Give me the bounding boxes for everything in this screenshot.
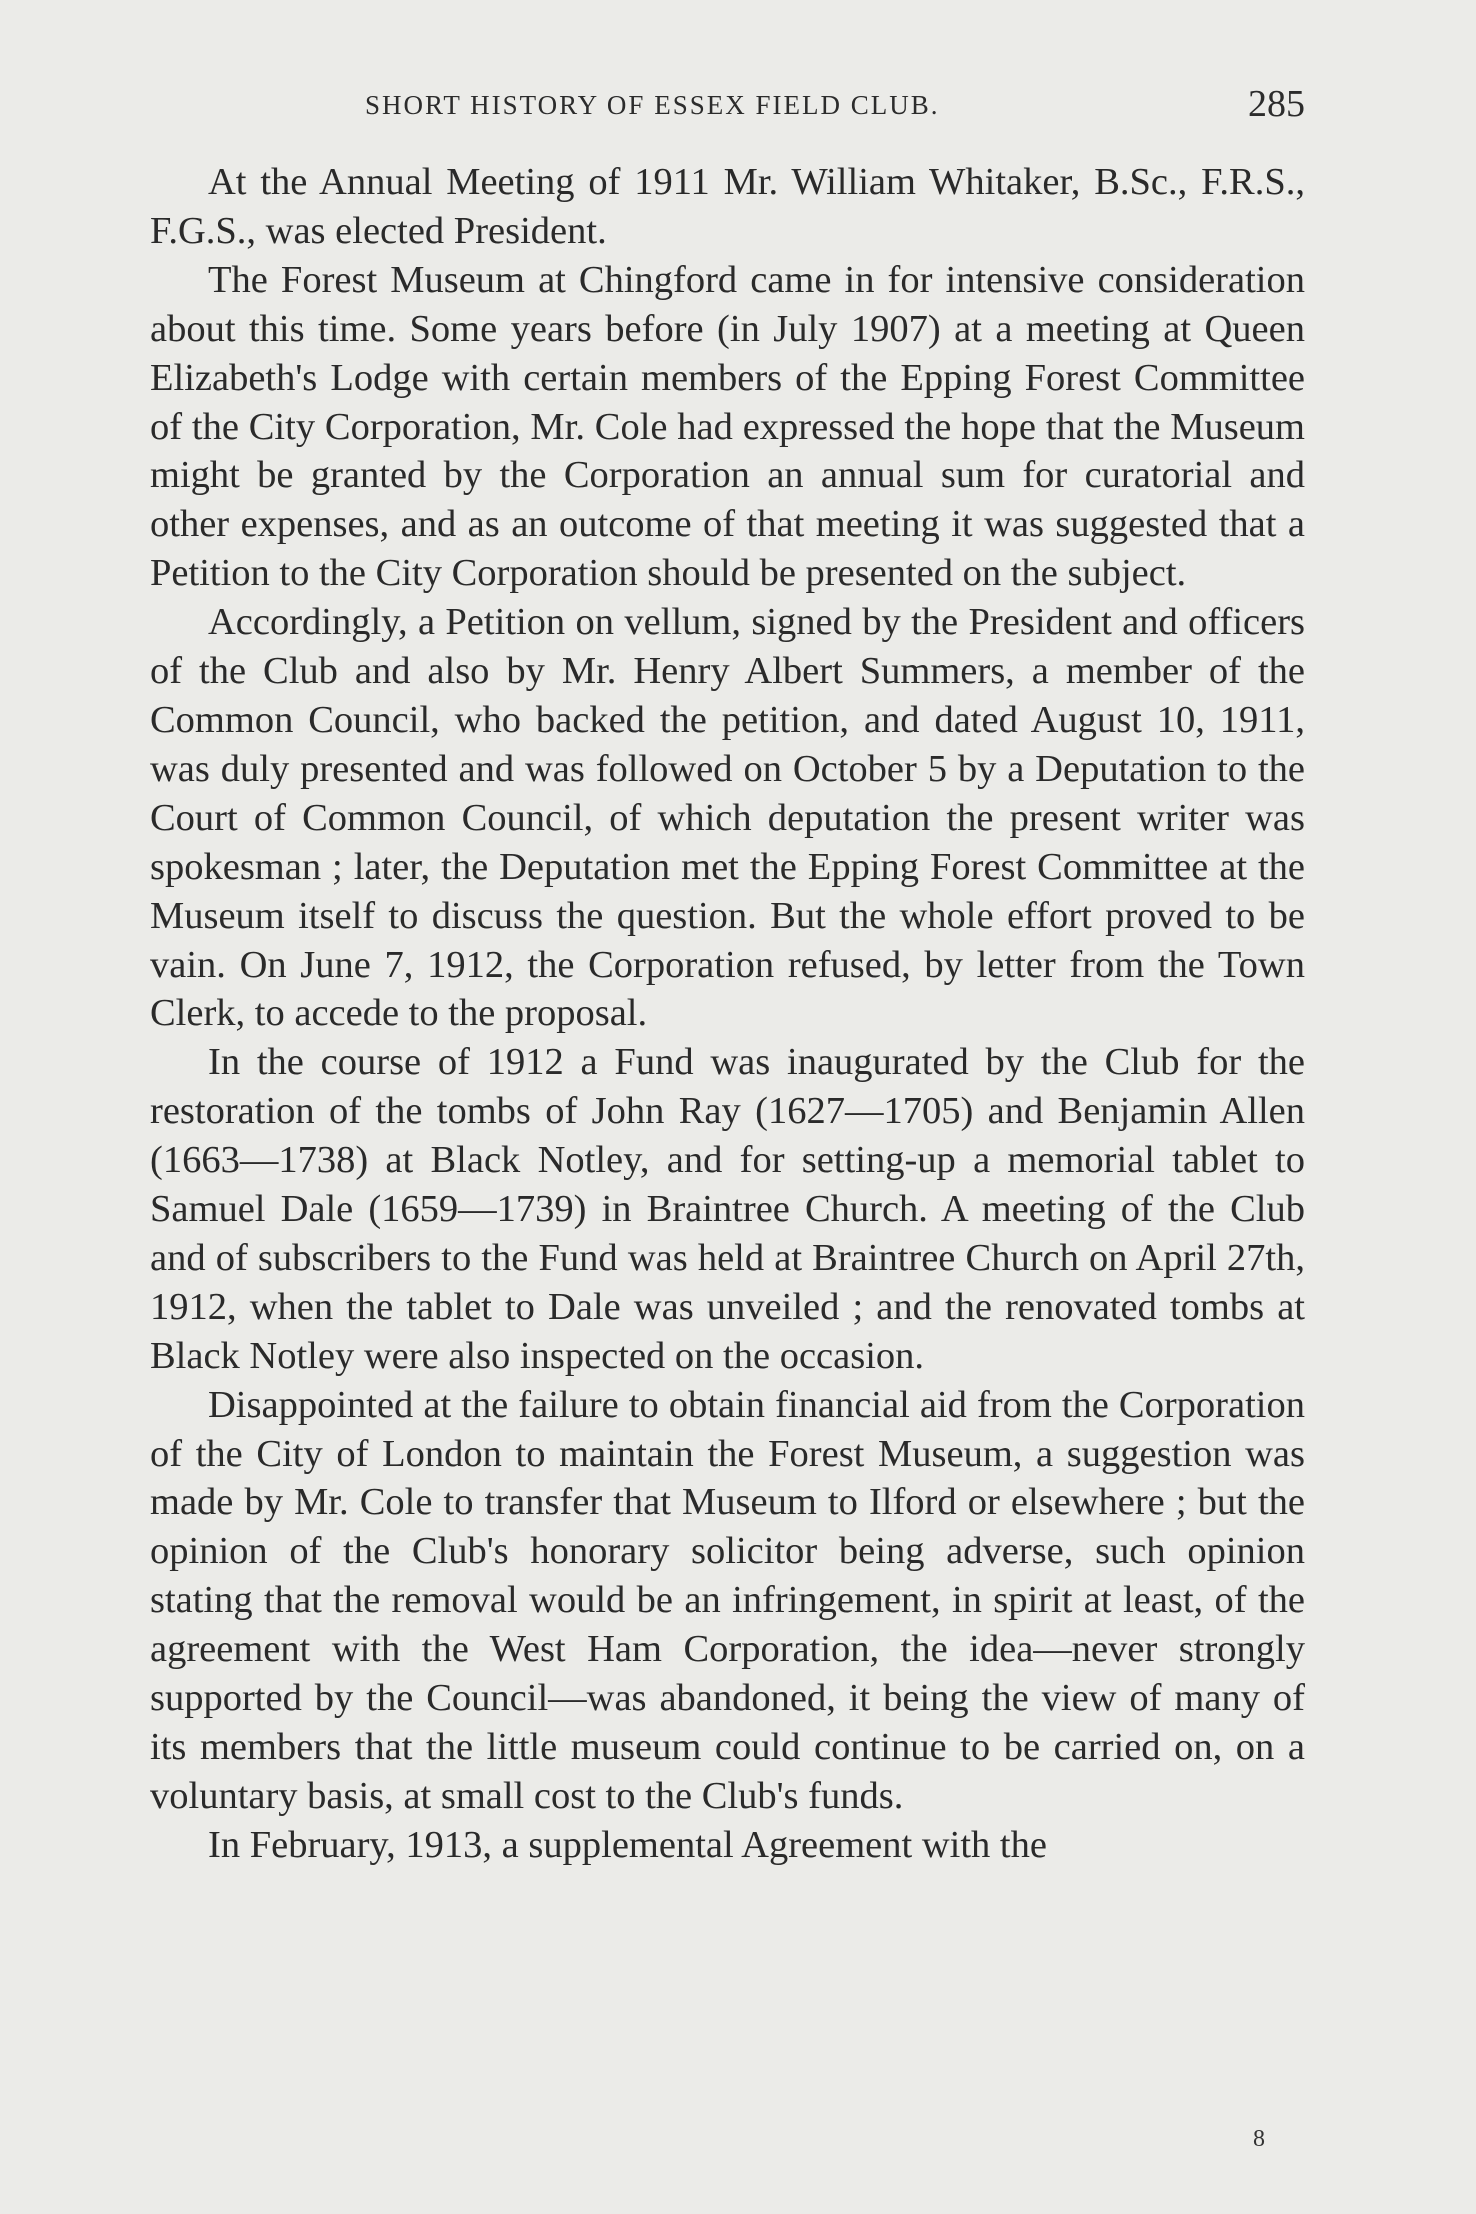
paragraph-petition: Accordingly, a Petition on vellum, signed by the President and officers of the Club and also by Mr. Henry Albert Summers, a member of the Common Council, who backed the petition, and dated August 10, 1911, was duly presented and was followed on October 5 by a Deputation to the Court of Common Council, of which deputation the present writer was spokesman ; later, the Deputation met the Epping Forest Committee at the Museum itself to discuss the question. But the whole effort proved to be vain. On June 7, 1912, the Corporation refused, by letter from the Town Clerk, to accede to the proposal. [150, 601, 1305, 1035]
page-number: 285 [1248, 83, 1305, 125]
paragraph-tombs-fund: In the course of 1912 a Fund was inaugurated by the Club for the restoration of the tombs of John Ray (1627—1705) and Benjamin Allen (1663—1738) at Black Notley, and for setting-up a memorial tablet to Samuel Dale (1659—1739) in Braintree Church. A meeting of the Club and of subscribers to the Fund was held at Braintree Church on April 27th, 1912, when the tablet to Dale was unveiled ; and the renovated tombs at Black Notley were also inspected on the occasion. [150, 1041, 1305, 1377]
paragraph-forest-museum: The Forest Museum at Chingford came in for intensive consideration about this time. Some years before (in July 1907) at a meeting at Queen Elizabeth's Lodge with certain members of the Epping Forest Committee of the City Corporation, Mr. Cole had expressed the hope that the Museum might be granted by the Corporation an annual sum for curatorial and other expenses, and as an outcome of that meeting it was suggested that a Petition to the City Corporation should be presented on the subject. [150, 258, 1305, 595]
body-text [150, 158, 1305, 1870]
paragraph-president-election: At the Annual Meeting of 1911 Mr. William Whitaker, B.Sc., F.R.S., F.G.S., was elected President. [150, 161, 1305, 252]
running-head [150, 82, 1305, 132]
paragraph-supplemental-agreement: In February, 1913, a supplemental Agreement with the [208, 1823, 1047, 1866]
running-title: SHORT HISTORY OF ESSEX FIELD CLUB. [365, 90, 940, 120]
paragraph-museum-transfer: Disappointed at the failure to obtain financial aid from the Corporation of the City of London to maintain the Forest Museum, a suggestion was made by Mr. Cole to transfer that Museum to Ilford or elsewhere ; but the opinion of the Club's honorary solicitor being adverse, such opinion stating that the removal would be an infringement, in spirit at least, of the agreement with the West Ham Corporation, the idea—never strongly supported by the Council—was abandoned, it being the view of many of its members that the little museum could continue to be carried on, on a voluntary basis, at small cost to the Club's funds. [150, 1383, 1305, 1817]
signature-mark: 8 [1253, 2126, 1265, 2152]
